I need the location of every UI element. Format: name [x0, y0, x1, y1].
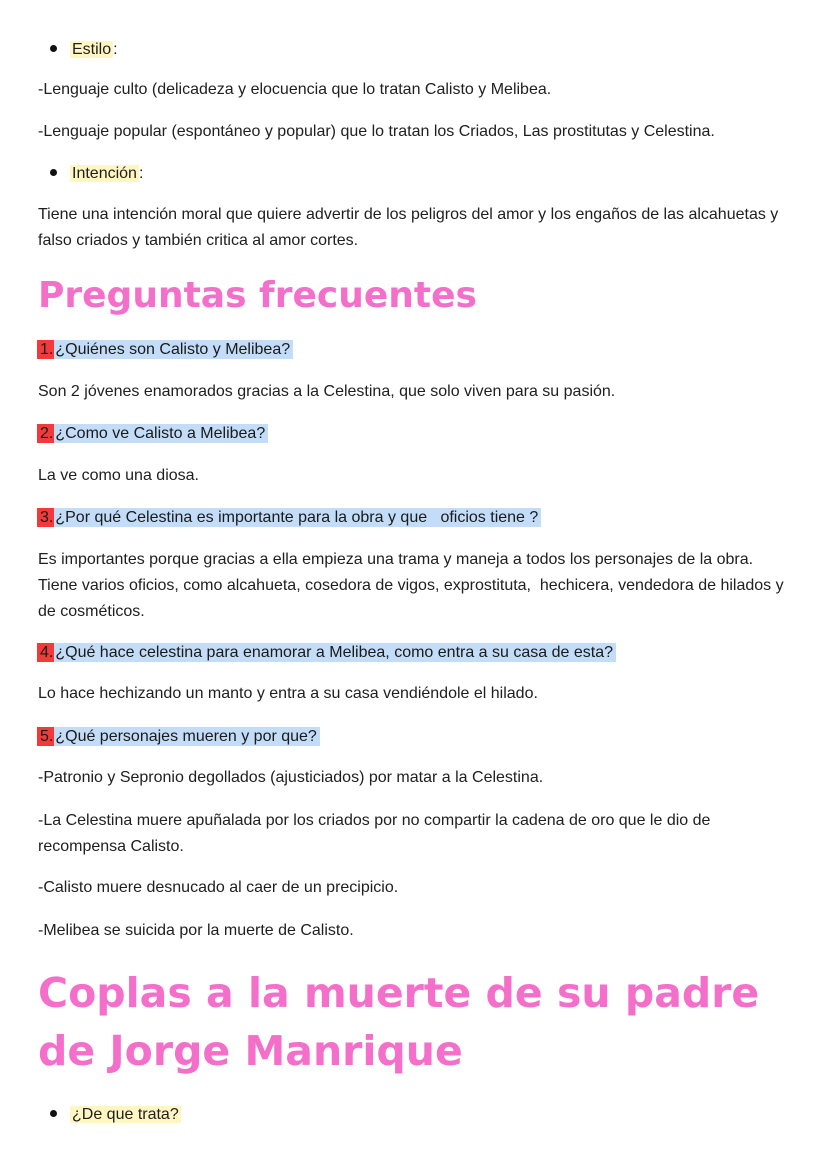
- question-text: ¿Como ve Calisto a Melibea?: [54, 424, 268, 443]
- faq-question-1: [37, 338, 293, 362]
- question-number: 1.: [37, 340, 54, 359]
- faq-question-2: [37, 422, 268, 446]
- faq-question-3: [37, 506, 541, 530]
- coplas-heading: Coplas a la muerte de su padre de Jorge Manrique: [38, 969, 760, 1075]
- bullet-estilo: [50, 37, 118, 63]
- faq-question-4: [37, 641, 616, 665]
- faq-answer-5-line-4: -Melibea se suicida por la muerte de Calisto.: [38, 922, 354, 939]
- bullet-dot: [50, 169, 57, 176]
- de-que-trata-label: ¿De que trata?: [72, 1106, 179, 1123]
- estilo-line-culto: -Lenguaje culto (delicadeza y elocuencia que lo tratan Calisto y Melibea.: [38, 81, 552, 98]
- faq-question-5: [37, 725, 320, 749]
- faq-answer-1: Son 2 jóvenes enamorados gracias a la Celestina, que solo viven para su pasión.: [38, 383, 616, 400]
- intencion-colon: :: [138, 165, 144, 182]
- question-number: 5.: [37, 727, 54, 746]
- question-text: ¿Qué hace celestina para enamorar a Melibea, como entra a su casa de esta?: [54, 643, 616, 662]
- bullet-dot: [50, 1110, 57, 1117]
- faq-answer-5-line-1: -Patronio y Sepronio degollados (ajusticiados) por matar a la Celestina.: [38, 769, 544, 786]
- question-number: 3.: [37, 508, 54, 527]
- faq-answer-5-line-2: -La Celestina muere apuñalada por los criados por no compartir la cadena de oro que le dio de recompensa Calisto.: [38, 812, 711, 855]
- question-text: ¿Qué personajes mueren y por que?: [54, 727, 319, 746]
- bullet-de-que-trata: [50, 1102, 181, 1128]
- estilo-label: Estilo: [72, 41, 112, 58]
- question-number: 4.: [37, 643, 54, 662]
- faq-answer-4: Lo hace hechizando un manto y entra a su casa vendiéndole el hilado.: [38, 685, 538, 702]
- faq-heading: Preguntas frecuentes: [38, 275, 477, 316]
- faq-answer-5-line-3: -Calisto muere desnucado al caer de un precipicio.: [38, 879, 399, 896]
- bullet-dot: [50, 45, 57, 52]
- question-number: 2.: [37, 424, 54, 443]
- intencion-paragraph: Tiene una intención moral que quiere advertir de los peligros del amor y los engaños de las alcahuetas y falso criados y también critica al amor cortes.: [38, 206, 779, 249]
- estilo-colon: :: [113, 41, 118, 58]
- faq-answer-3: Es importantes porque gracias a ella empieza una trama y maneja a todos los personajes de la obra. Tiene varios oficios, como alcahueta, cosedora de vigos, exprostituta, hechicera, vendedora de hilados y de cosméticos.: [38, 551, 789, 620]
- bullet-intencion: [50, 161, 143, 187]
- question-text: ¿Quiénes son Calisto y Melibea?: [54, 340, 293, 359]
- question-text: ¿Por qué Celestina es importante para la obra y que oficios tiene ?: [54, 508, 541, 527]
- intencion-label: Intención: [72, 165, 137, 182]
- faq-answer-2: La ve como una diosa.: [38, 467, 199, 484]
- estilo-line-popular: -Lenguaje popular (espontáneo y popular) que lo tratan los Criados, Las prostitutas y Celestina.: [38, 123, 715, 140]
